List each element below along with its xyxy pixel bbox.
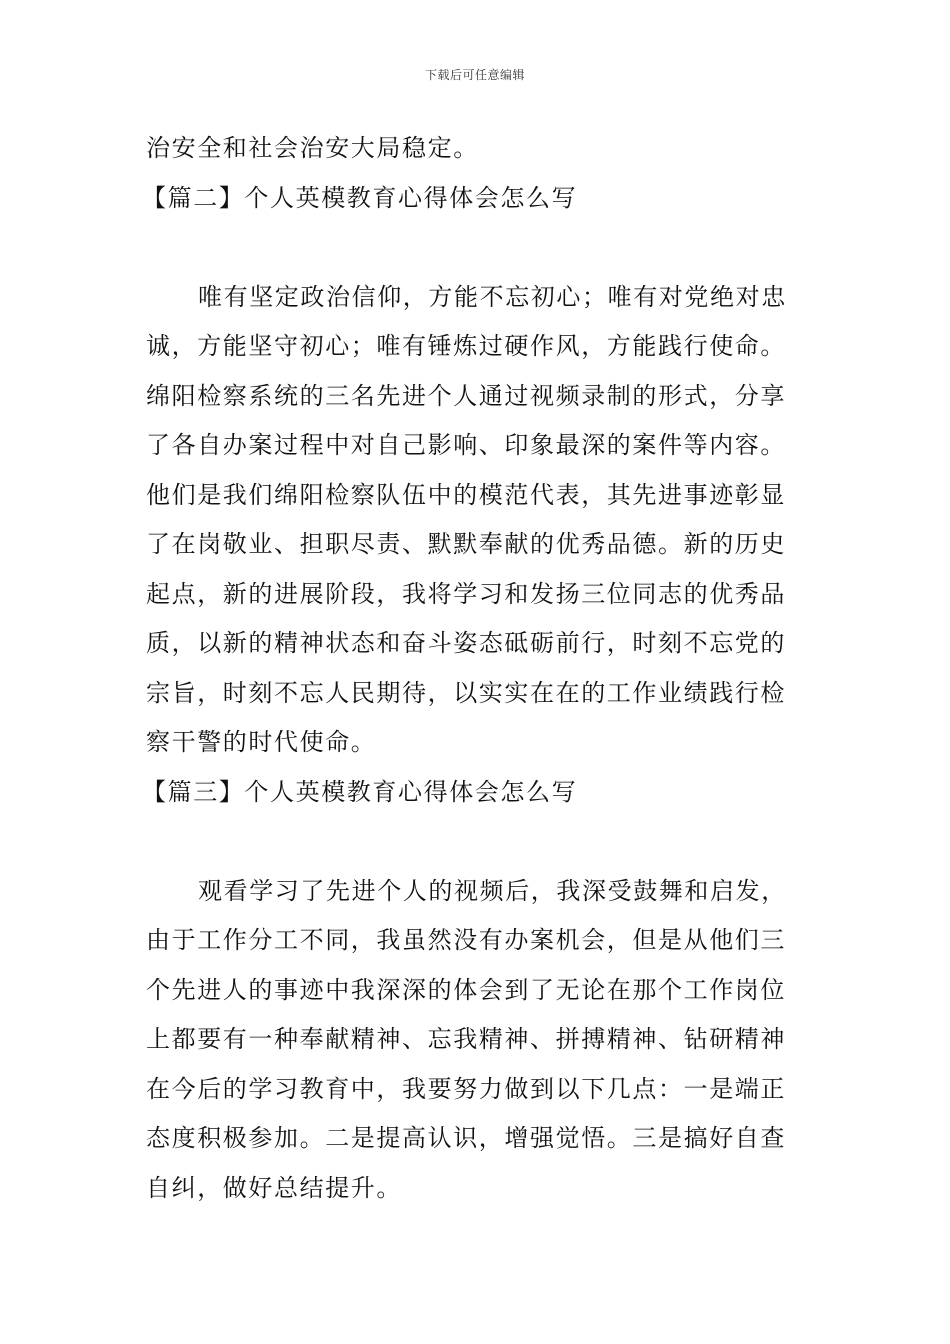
paragraph-line: 态度积极参加。二是提高认识，增强觉悟。三是搞好自查: [146, 1124, 786, 1152]
section-2-paragraph: [146, 273, 806, 768]
paragraph-line: 质，以新的精神状态和奋斗姿态砥砺前行，时刻不忘党的: [146, 629, 786, 657]
paragraph-line: 自纠，做好总结提升。: [146, 1173, 402, 1202]
paragraph-line: 诚，方能坚守初心；唯有锤炼过硬作风，方能践行使命。: [146, 332, 786, 360]
paragraph-line: 个先进人的事迹中我深深的体会到了无论在那个工作岗位: [146, 975, 786, 1004]
paragraph-line: 了各自办案过程中对自己影响、印象最深的案件等内容。: [146, 431, 786, 459]
page-header-note: 下载后可任意编辑: [424, 68, 525, 82]
paragraph-line: 察干警的时代使命。: [146, 728, 377, 756]
paragraph-line: 他们是我们绵阳检察队伍中的模范代表，其先进事迹彰显: [146, 480, 786, 509]
paragraph-line: 观看学习了先进个人的视频后，我深受鼓舞和启发，: [198, 876, 787, 905]
blank-line: [146, 817, 806, 867]
paragraph-line: 宗旨，时刻不忘人民期待，以实实在在的工作业绩践行检: [146, 678, 786, 707]
paragraph-line: 起点，新的进展阶段，我将学习和发扬三位同志的优秀品: [146, 579, 786, 608]
paragraph-line: 了在岗敬业、担职尽责、默默奉献的优秀品德。新的历史: [146, 530, 786, 558]
document-body: [142, 124, 806, 1213]
blank-line: [146, 223, 806, 273]
paragraph-line: 上都要有一种奉献精神、忘我精神、拼搏精神、钻研精神: [146, 1025, 786, 1053]
paragraph-line: 绵阳检察系统的三名先进个人通过视频录制的形式，分享: [146, 381, 786, 410]
section-3-heading: 【篇三】个人英模教育心得体会怎么写: [142, 777, 578, 806]
section-3-paragraph: [146, 867, 806, 1214]
section-2-heading: 【篇二】个人英模教育心得体会怎么写: [142, 183, 578, 212]
paragraph-line: 在今后的学习教育中，我要努力做到以下几点：一是端正: [146, 1074, 786, 1103]
paragraph-line: 由于工作分工不同，我虽然没有办案机会，但是从他们三: [146, 926, 786, 954]
intro-line: 治安全和社会治安大局稳定。: [146, 134, 479, 162]
paragraph-line: 唯有坚定政治信仰，方能不忘初心；唯有对党绝对忠: [198, 282, 787, 311]
